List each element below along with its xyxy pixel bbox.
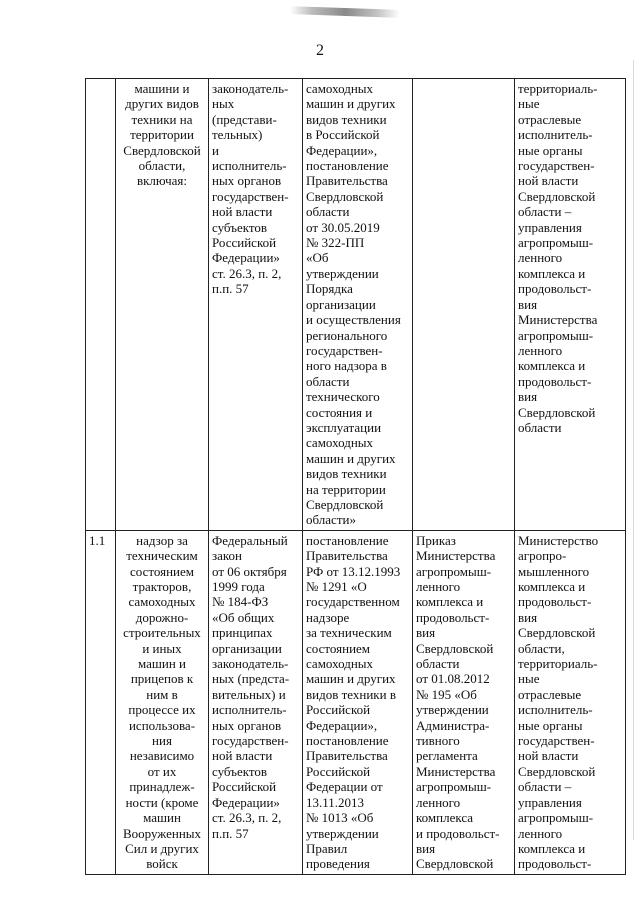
table-row [86,530,626,874]
activity-cell: надзор за техническим состоянием тракторов, самоходных дорожно- строительных и иных машин и прицепов к ним в процессе их использова- ния независимо от их принадлеж- ности (кроме машин Вооруженных Сил и других войск [122,532,202,872]
federal-law-cell: законодатель- ных (представи- тельных) и исполнитель- ных органов государствен- ной власти субъектов Российской Федерации» ст. 26.3, п. 2, п.п. 57 [212,81,289,297]
order-cell: Приказ Министерства агропромыш- ленного комплекса и продовольст- вия Свердловской области от 01.08.2012 № 195 «Об утверждении Администра- тивного регламента Министерства агропромыш- ленного комплекса и продовольст- вия Свердловской [416,532,500,872]
regulation-cell: самоходных машин и других видов техники в Российской Федерации», постановление Правительства Свердловской области от 30.05.2019 № 322-ПП «Об утверждении Порядка организации и осуществления регионального государствен- ного надзора в области технического состояния и эксплуатации самоходных машин и других видов техники на территории Свердловской области» [306,81,401,528]
activity-cell: машини и других видов техники на территории Свердловской области, включая: [123,81,201,189]
table-row [86,79,626,531]
page-edge-shadow [633,60,634,840]
federal-law-cell: Федеральный закон от 06 октября 1999 года № 184-ФЗ «Об общих принципах организации законодатель- ных (предста- вительных) и исполнитель- ных органов государствен- ной власти субъектов Российской Федерации» ст. 26.3, п. 2, п.п. 57 [212,532,290,841]
row-number-cell: 1.1 [86,530,116,874]
authority-cell: территориаль- ные отраслевые исполнитель- ные органы государствен- ной власти Свердловской области – управления агропромыш- ленного комплекса и продовольст- вия Министерства агропромыш- ленного комплекса и продовольст- вия Свердловской области [518,81,598,435]
page-number: 2 [316,42,324,59]
scan-artifact [290,6,400,18]
regulation-table [85,78,626,875]
regulation-cell: постановление Правительства РФ от 13.12.1993 № 1291 «О государственном надзоре за техническим состоянием самоходных машин и других видов техники в Российской Федерации», постановление Правительства Российской Федерации от 13.11.2013 № 1013 «Об утверждении Правил проведения [306,532,401,872]
row-number-cell [86,79,116,531]
authority-cell: Министерство агропро- мышленного комплекса и продовольст- вия Свердловской области, территориаль- ные отраслевые исполнитель- ные органы государствен- ной власти Свердловской области – управления агропромыш- ленного комплекса и продовольст- [518,532,599,872]
